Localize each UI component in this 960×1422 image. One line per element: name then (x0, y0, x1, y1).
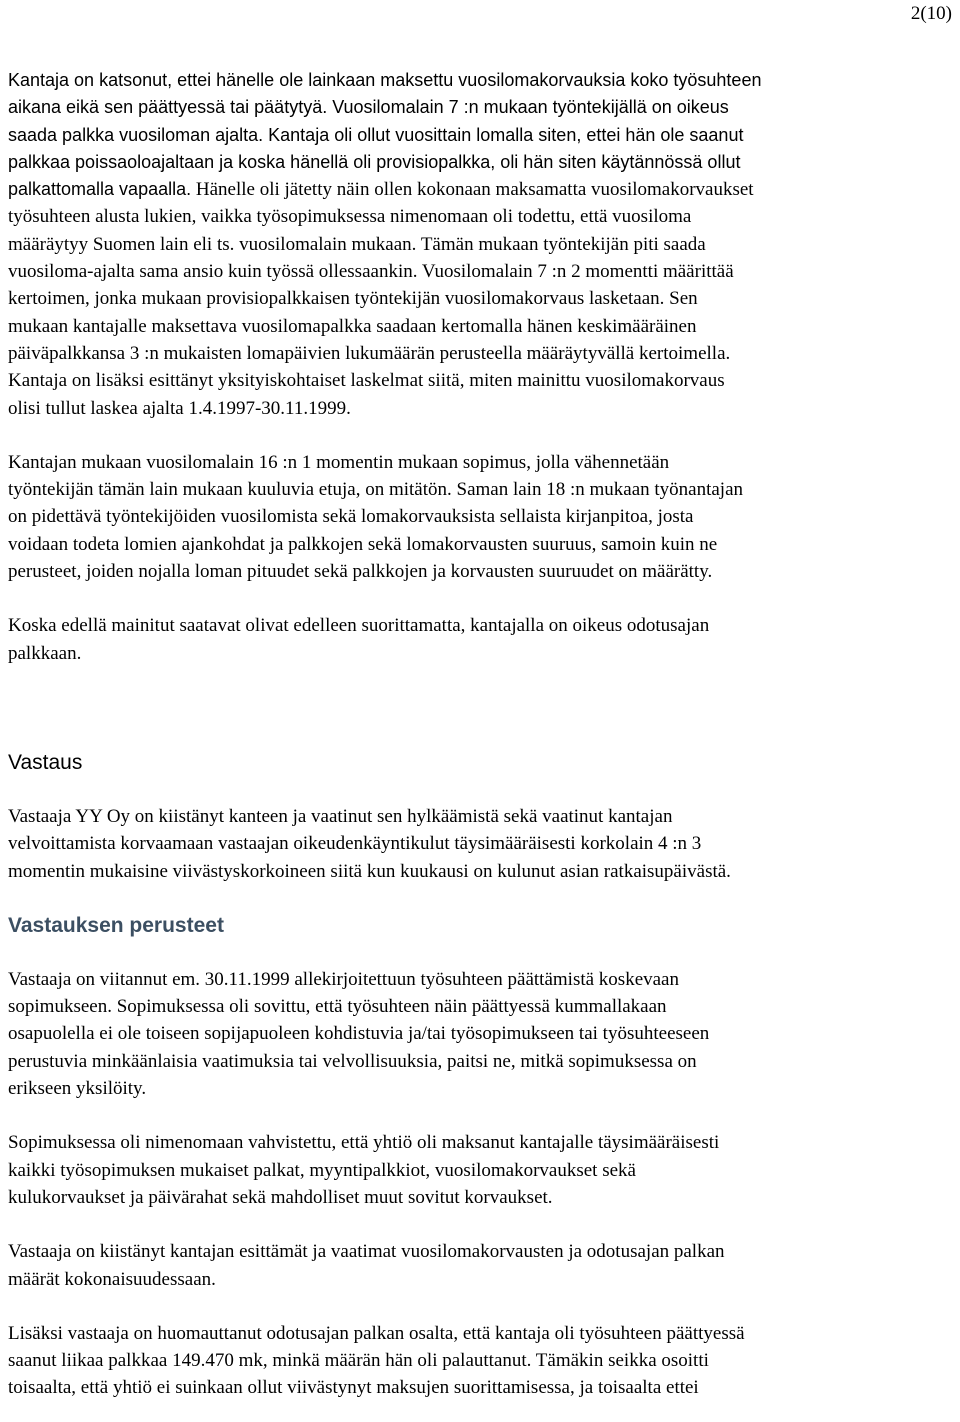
paragraph-disputed-amounts: Vastaaja on kiistänyt kantajan esittämät ja vaatimat vuosilomakorvausten ja odotusajan palkan määrät kokonaisuudessaan. (8, 1241, 725, 1290)
document-body (8, 67, 954, 1402)
paragraph-claim-waiting-pay: Koska edellä mainitut saatavat olivat edelleen suorittamatta, kantajalla on oikeus odotusajan palkkaan. (8, 615, 710, 664)
paragraph-claim-holiday-pay-part1: Kantaja on katsonut, ettei hänelle ole lainkaan maksettu vuosilomakorvauksia koko työsuhteen aikana eikä sen päättyessä tai päätytyä. Vuosilomalain 7 :n mukaan työntekijällä on oikeus saada palkka vuosiloman ajalta. Kantaja oli ollut vuosittain lomalla siten, ettei hän ole saanut palkkaa poissaoloajaltaan ja koska hänellä oli provisiopalkka, oli hän siten käytännössä ollut palkattomalla vapaalla. (8, 70, 762, 200)
paragraph-overpaid-salary: Lisäksi vastaaja on huomauttanut odotusajan palkan osalta, että kantaja oli työsuhteen päättyessä saanut liikaa palkkaa 149.470 mk, minkä määrän hän oli palauttanut. Tämäkin seikka osoitti toisaalta, että yhtiö ei suinkaan ollut viivästynyt maksujen suorittamisessa, ja toisaalta ettei (8, 1322, 745, 1399)
heading-vastauksen-perusteet: Vastauksen perusteet (8, 913, 224, 937)
paragraph-claim-legal-basis: Kantajan mukaan vuosilomalain 16 :n 1 momentin mukaan sopimus, jolla vähennetään työntekijän tämän lain mukaan kuuluvia etuja, on mitätön. Saman lain 18 :n mukaan työnantajan on pidettävä työntekijöiden vuosilomista sekä lomakorvauksista sellaista kirjanpitoa, josta voidaan todeta lomien ajankohdat ja palkkojen sekä lomakorvausten suuruus, samoin kuin ne perusteet, joiden nojalla loman pituudet sekä palkkojen ja korvausten suuruudet on määrätty. (8, 451, 744, 583)
paragraph-confirmed-payments: Sopimuksessa oli nimenomaan vahvistettu, että yhtiö oli maksanut kantajalle täysimääräisesti kaikki työsopimuksen mukaiset palkat, myyntipalkkiot, vuosilomakorvaukset sekä kulukorvaukset ja päivärahat sekä mahdolliset muut sovitut korvaukset. (8, 1132, 720, 1208)
paragraph-termination-agreement: Vastaaja on viitannut em. 30.11.1999 allekirjoitettuun työsuhteen päättämistä koskevaan sopimukseen. Sopimuksessa oli sovittu, että työsuhteen näin päättyessä kummallakaan osapuolella ei ole toiseen sopijapuoleen kohdistuvia ja/tai työsopimukseen tai työsuhteeseen perustuvia minkäänlaisia vaatimuksia tai velvollisuuksia, paitsi ne, mitkä sopimuksessa on erikseen yksilöity. (8, 968, 710, 1100)
heading-vastaus: Vastaus (8, 750, 83, 774)
paragraph-claim-holiday-pay-part2: Hänelle oli jätetty näin ollen kokonaan maksamatta vuosilomakorvaukset työsuhteen alusta lukien, vaikka työsopimuksessa nimenomaan oli todettu, että vuosiloma määräytyy Suomen lain eli ts. vuosilomalain mukaan. Tämän mukaan työntekijän piti saada vuosiloma-ajalta sama ansio kuin työssä ollessaankin. Vuosilomalain 7 :n 2 momentti määrittää kertoimen, jonka mukaan provisiopalkkaisen työntekijän vuosilomakorvaus lasketaan. Sen mukaan kantajalle maksettava vuosilomapalkka saadaan kertomalla hänen keskimääräinen päiväpalkkansa 3 :n mukaisten lomapäivien lukumäärän perusteella määräytyvällä kertoimella. Kantaja on lisäksi esittänyt yksityiskohtaiset laskelmat siitä, miten mainittu vuosilomakorvaus olisi tullut laskea ajalta 1.4.1997-30.11.1999. (8, 179, 754, 419)
paragraph-response: Vastaaja YY Oy on kiistänyt kanteen ja vaatinut sen hylkäämistä sekä vaatinut kantajan velvoittamista korvaamaan vastaajan oikeudenkäyntikulut täysimääräisesti korkolain 4 :n 3 momentin mukaisine viivästyskorkoineen siitä kun kuukausi on kulunut asian ratkaisupäivästä. (8, 805, 731, 882)
paragraph-claim-holiday-pay (8, 67, 954, 422)
page-number: 2(10) (910, 3, 952, 24)
